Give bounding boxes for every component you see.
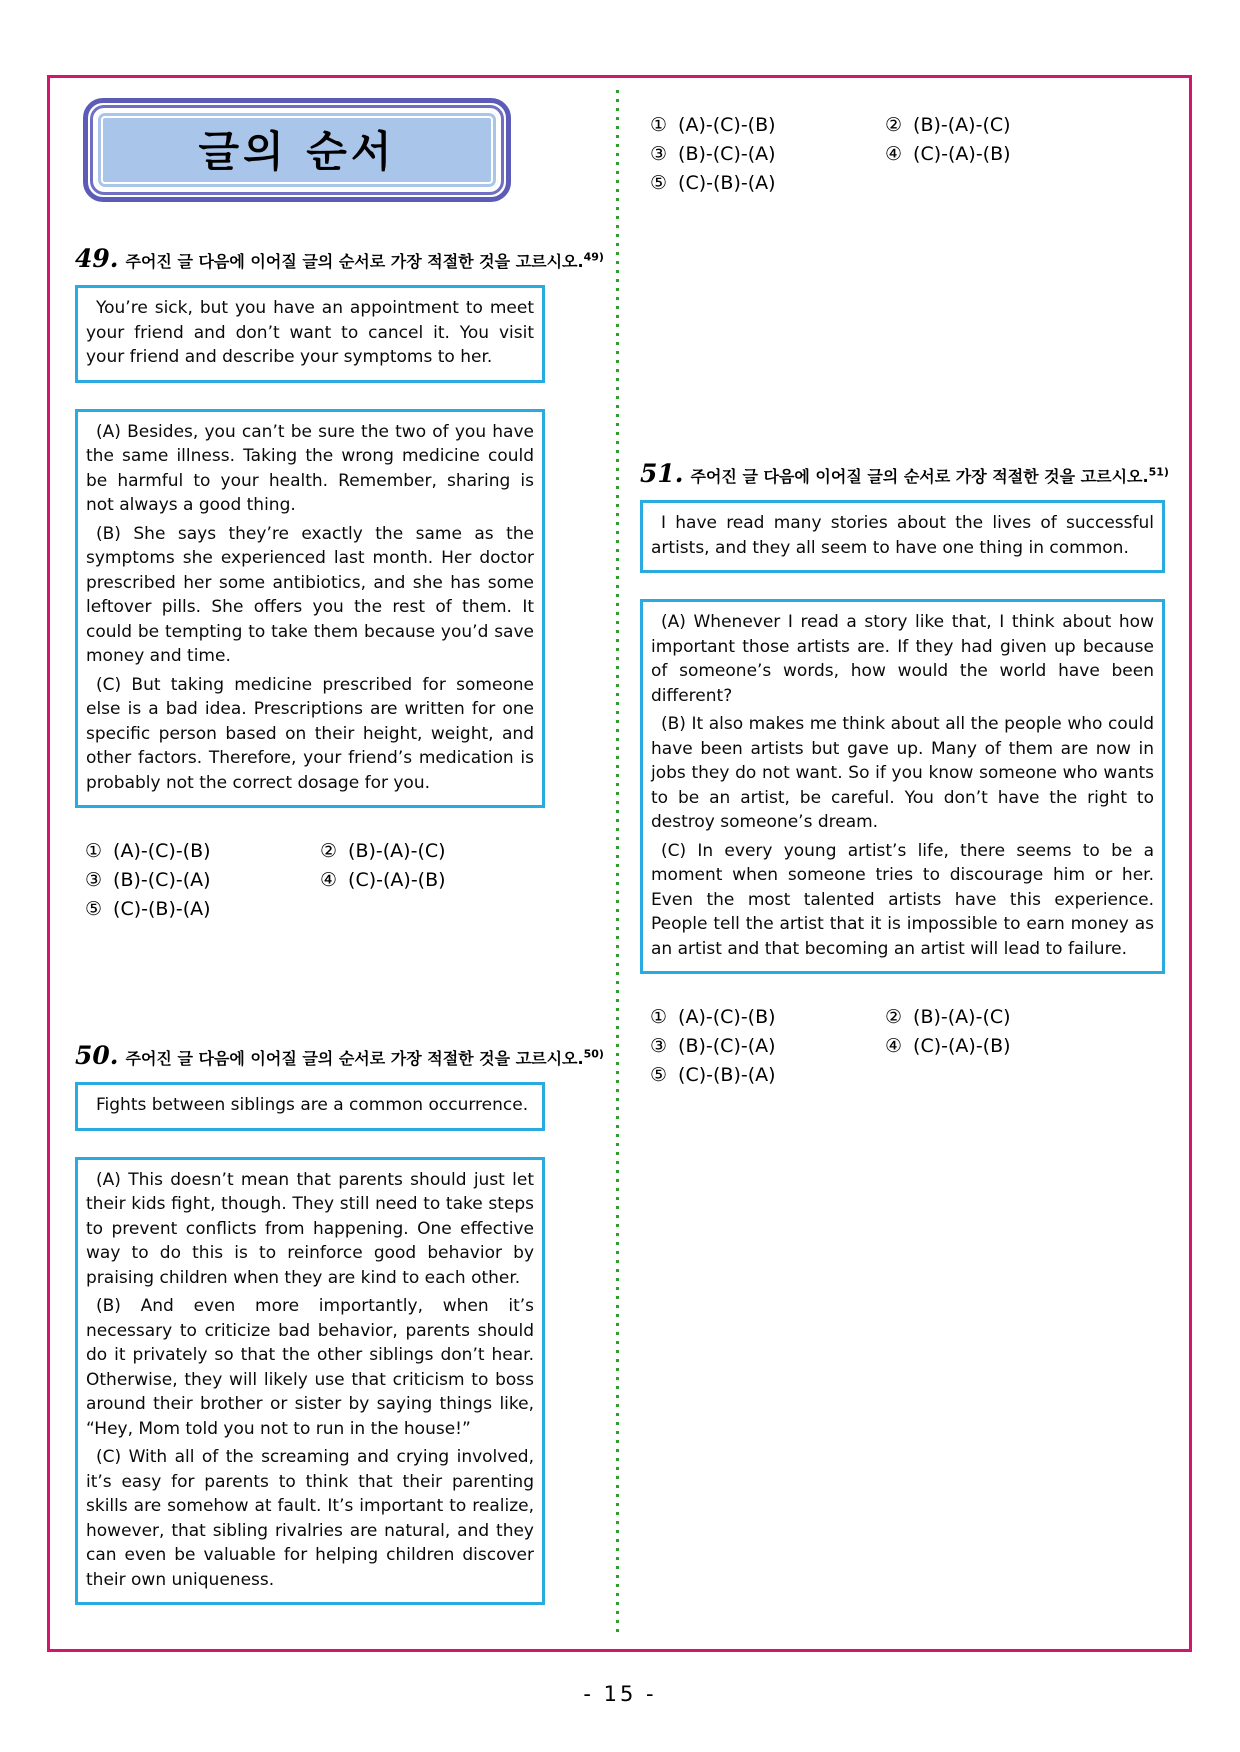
choice-1-circled-number: ① xyxy=(650,114,668,136)
choice-3-circled-number: ③ xyxy=(85,869,103,891)
question-49-given-text: You’re sick, but you have an appointment to meet your friend and don’t want to cancel it. You visit your friend and describe your symptoms to her. xyxy=(86,298,534,367)
choice-2-text: (B)-(A)-(C) xyxy=(913,1006,1011,1028)
question-51-number: 51. xyxy=(640,459,684,488)
question-49-paragraph-c: (C) But taking medicine prescribed for someone else is a bad idea. Prescriptions are written for one specific person based on their height, weight, and other factors. Therefore, your friend’s medication is probably not the correct dosage for you. xyxy=(86,674,534,793)
choice-2 xyxy=(320,838,545,865)
question-49-choices xyxy=(75,838,545,923)
right-column xyxy=(640,98,1169,1089)
choice-2-text: (B)-(A)-(C) xyxy=(348,840,446,862)
choice-4-text: (C)-(A)-(B) xyxy=(913,1035,1011,1057)
section-banner-fill xyxy=(96,111,498,189)
choice-5-circled-number: ⑤ xyxy=(650,172,668,194)
choice-2 xyxy=(885,112,1165,139)
choice-1-circled-number: ① xyxy=(85,840,103,862)
question-50-paragraph-a: (A) This doesn’t mean that parents should just let their kids fight, though. They still need to take steps to prevent conflicts from happening. One effective way to do this is to reinforce good behavior by praising children when they are kind to each other. xyxy=(86,1169,534,1288)
question-50-header xyxy=(75,1041,604,1070)
section-banner-inner-border xyxy=(90,105,504,195)
choice-1 xyxy=(85,838,320,865)
choice-4-circled-number: ④ xyxy=(885,143,903,165)
page-number: - 15 - xyxy=(583,1682,657,1706)
choice-4 xyxy=(885,1033,1165,1060)
choice-4-circled-number: ④ xyxy=(320,869,338,891)
question-50-choices xyxy=(640,112,1165,197)
choice-5-circled-number: ⑤ xyxy=(85,898,103,920)
choice-1-text: (A)-(C)-(B) xyxy=(678,1006,776,1028)
page-frame xyxy=(47,75,1192,1652)
choice-4-text: (C)-(A)-(B) xyxy=(348,869,446,891)
question-51-given-box xyxy=(640,500,1165,573)
question-49-header xyxy=(75,244,604,273)
choice-3 xyxy=(85,867,320,894)
choice-1-text: (A)-(C)-(B) xyxy=(678,114,776,136)
question-49-given-box xyxy=(75,285,545,383)
choice-3 xyxy=(650,141,885,168)
question-49-footnote-marker: 49) xyxy=(583,250,604,264)
question-50-number: 50. xyxy=(75,1041,119,1070)
question-50-given-box xyxy=(75,1082,545,1131)
choice-5 xyxy=(650,170,885,197)
choice-1-text: (A)-(C)-(B) xyxy=(113,840,211,862)
choice-2-circled-number: ② xyxy=(320,840,338,862)
choice-3 xyxy=(650,1033,885,1060)
question-51-paragraph-b: (B) It also makes me think about all the people who could have been artists but gave up. Many of them are now in jobs they do not want. So if you know someone who wants to be an artist, be careful. You don’t have the right to destroy someone’s dream. xyxy=(651,714,1154,832)
question-51-paragraphs-box xyxy=(640,599,1165,974)
question-50-given-text: Fights between siblings are a common occurrence. xyxy=(96,1095,529,1115)
choice-1-circled-number: ① xyxy=(650,1006,668,1028)
choice-4-circled-number: ④ xyxy=(885,1035,903,1057)
choice-3-text: (B)-(C)-(A) xyxy=(678,1035,776,1057)
choice-2-circled-number: ② xyxy=(885,1006,903,1028)
question-49-instruction: 주어진 글 다음에 이어질 글의 순서로 가장 적절한 것을 고르시오. xyxy=(125,252,584,271)
question-51-given-text: I have read many stories about the lives of successful artists, and they all seem to have one thing in common. xyxy=(651,513,1154,558)
question-49-paragraph-a: (A) Besides, you can’t be sure the two of you have the same illness. Taking the wrong medicine could be harmful to your health. Remember, sharing is not always a good thing. xyxy=(86,421,534,515)
left-column xyxy=(75,98,604,1605)
question-49-paragraph-b: (B) She says they’re exactly the same as the symptoms she experienced last month. Her doctor prescribed her some antibiotics, and she has some leftover pills. She offers you the rest of them. It could be tempting to take them because you’d save money and time. xyxy=(86,523,534,666)
question-49-paragraphs-box xyxy=(75,409,545,809)
choice-5-text: (C)-(B)-(A) xyxy=(678,172,776,194)
question-51-footnote-marker: 51) xyxy=(1148,465,1169,479)
question-50-instruction: 주어진 글 다음에 이어질 글의 순서로 가장 적절한 것을 고르시오. xyxy=(125,1049,584,1068)
choice-2 xyxy=(885,1004,1165,1031)
question-50-paragraph-c: (C) With all of the screaming and crying involved, it’s easy for parents to think that their parenting skills are somehow at fault. It’s important to realize, however, that sibling rivalries are natural, and they can even be valuable for helping children discover their own uniqueness. xyxy=(86,1447,534,1590)
choice-4-text: (C)-(A)-(B) xyxy=(913,143,1011,165)
question-51-choices xyxy=(640,1004,1165,1089)
choice-3-text: (B)-(C)-(A) xyxy=(678,143,776,165)
question-51-instruction: 주어진 글 다음에 이어질 글의 순서로 가장 적절한 것을 고르시오. xyxy=(690,467,1149,486)
section-title: 글의 순서 xyxy=(198,127,396,176)
choice-3-text: (B)-(C)-(A) xyxy=(113,869,211,891)
question-49-number: 49. xyxy=(75,244,119,273)
choice-1 xyxy=(650,1004,885,1031)
choice-5 xyxy=(85,896,320,923)
choice-2-text: (B)-(A)-(C) xyxy=(913,114,1011,136)
question-50-paragraph-b: (B) And even more importantly, when it’s necessary to criticize bad behavior, parents should do it privately so that the other siblings don’t hear. Otherwise, they will likely use that criticism to boss around their brother or sister by saying things like, “Hey, Mom told you not to run in the house!” xyxy=(86,1296,534,1439)
choice-5 xyxy=(650,1062,885,1089)
question-51-paragraph-a: (A) Whenever I read a story like that, I think about how important those artists are. If they had given up because of someone’s words, how would the world have been different? xyxy=(651,612,1154,706)
question-51-header xyxy=(640,459,1169,488)
column-divider xyxy=(616,90,619,1637)
choice-4 xyxy=(320,867,545,894)
question-50-paragraphs-box xyxy=(75,1157,545,1606)
choice-4 xyxy=(885,141,1165,168)
question-50-footnote-marker: 50) xyxy=(583,1047,604,1061)
section-banner xyxy=(83,98,511,202)
choice-5-text: (C)-(B)-(A) xyxy=(678,1064,776,1086)
choice-1 xyxy=(650,112,885,139)
question-51-paragraph-c: (C) In every young artist’s life, there seems to be a moment when someone tries to discourage him or her. Even the most talented artists have this experience. People tell the artist that it is impossible to earn money as an artist and that becoming an artist will lead to failure. xyxy=(651,840,1154,959)
choice-5-text: (C)-(B)-(A) xyxy=(113,898,211,920)
choice-3-circled-number: ③ xyxy=(650,143,668,165)
choice-3-circled-number: ③ xyxy=(650,1035,668,1057)
choice-2-circled-number: ② xyxy=(885,114,903,136)
choice-5-circled-number: ⑤ xyxy=(650,1064,668,1086)
